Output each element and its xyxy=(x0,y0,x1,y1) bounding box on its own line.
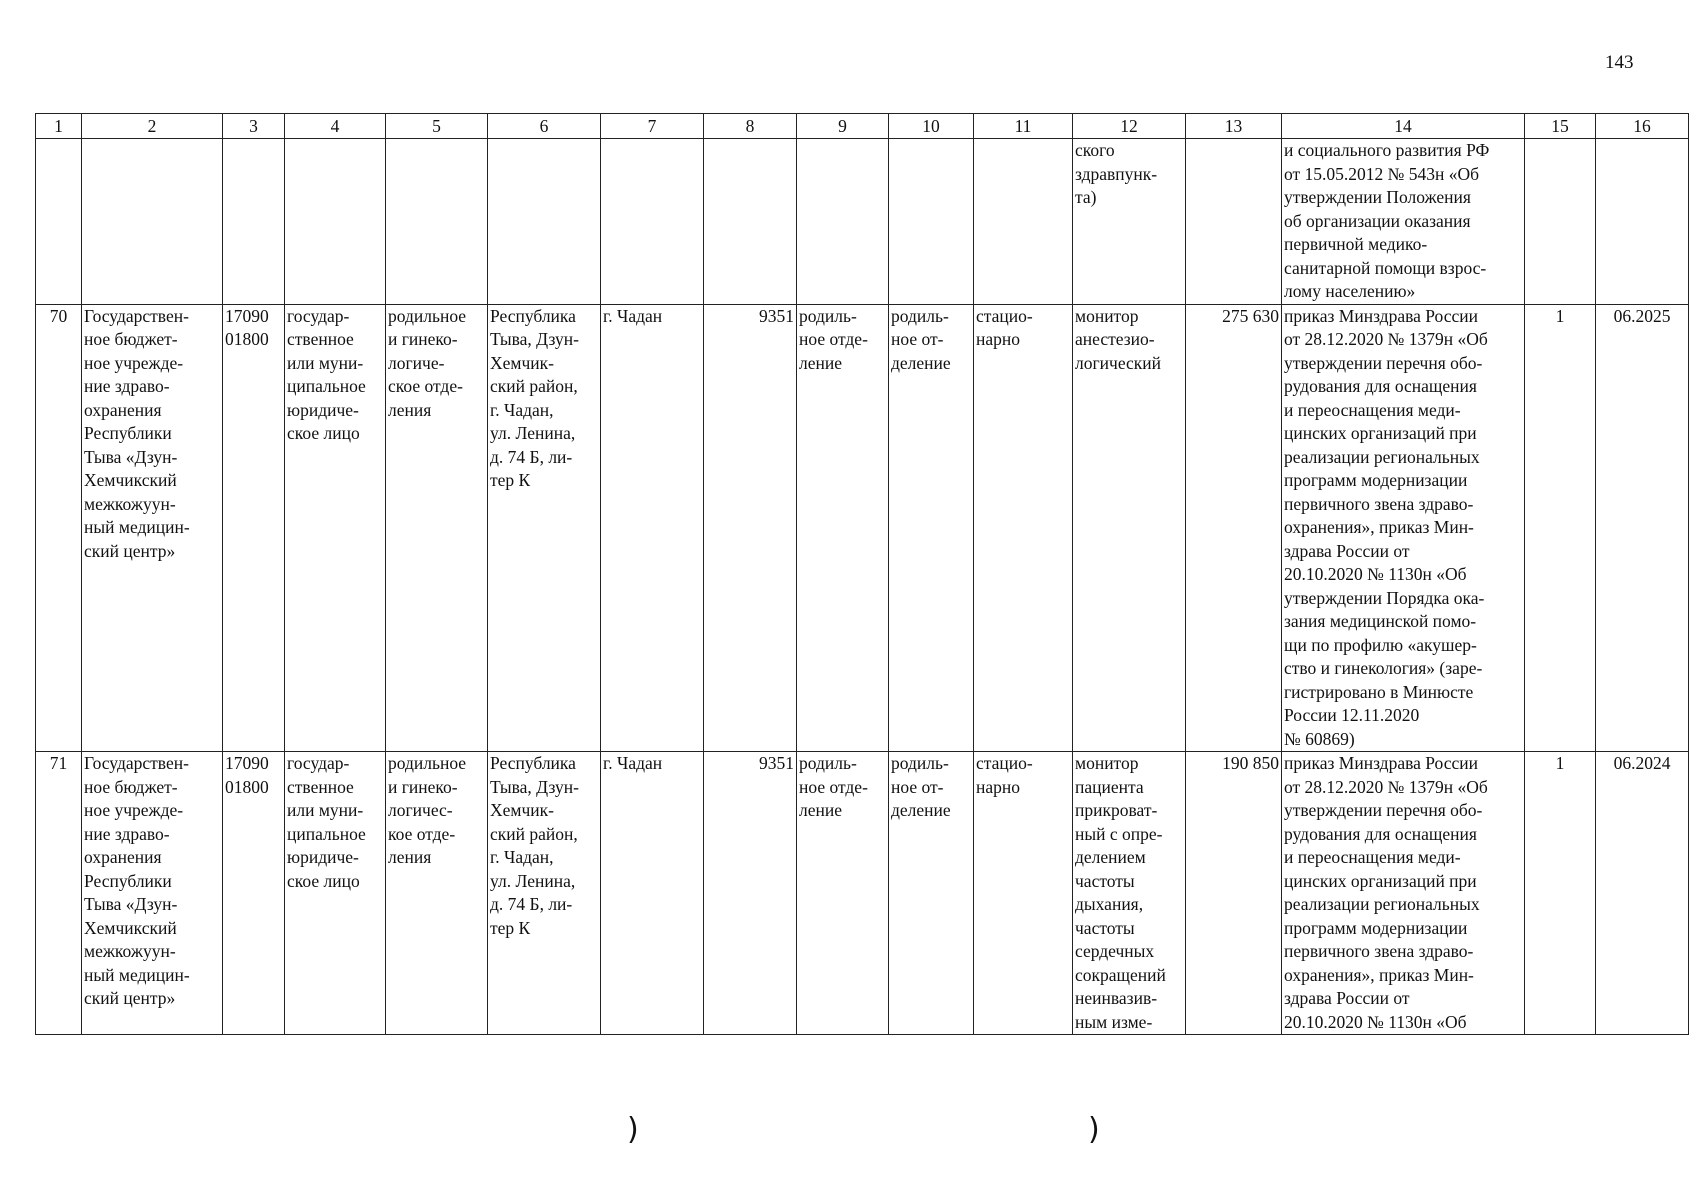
equipment-cost: 275 630 xyxy=(1186,304,1282,752)
column-number: 14 xyxy=(1282,114,1525,139)
table-row xyxy=(36,752,1689,1035)
address: Республика Тыва, Дзун- Хемчик- ский район, г. Чадан, ул. Ленина, д. 74 Б, ли- тер К xyxy=(488,304,601,752)
page-number: 143 xyxy=(1605,52,1634,73)
column-number: 9 xyxy=(797,114,889,139)
row-number: 70 xyxy=(36,304,82,752)
quantity: 1 xyxy=(1525,304,1596,752)
legal-basis: приказ Минздрава России от 28.12.2020 № 1379н «Об утверждении перечня обо- рудования для оснащения и переоснащения меди- цинских организаций при реализации региональных программ модернизации первичного звена здраво- охранения», приказ Мин- здрава России от 20.10.2020 № 1130н «Об утверждении Порядка ока- зания медицинской помо- щи по профилю «акушер- ство и гинекология» (заре- гистрировано в Минюсте России 12.11.2020 № 60869) xyxy=(1282,304,1525,752)
address: Республика Тыва, Дзун- Хемчик- ский район, г. Чадан, ул. Ленина, д. 74 Б, ли- тер К xyxy=(488,752,601,1035)
column-number: 6 xyxy=(488,114,601,139)
delivery-date: 06.2024 xyxy=(1596,752,1689,1035)
division: родильное и гинеко- логиче- ское отде- ления xyxy=(386,304,488,752)
scan-margin-mark: ) xyxy=(1088,1112,1100,1147)
equipment-name: монитор анестезио- логический xyxy=(1073,304,1186,752)
column-number: 12 xyxy=(1073,114,1186,139)
city: г. Чадан xyxy=(601,304,704,752)
subunit: родиль- ное от- деление xyxy=(889,304,974,752)
legal-form: государ- ственное или муни- ципальное юридиче- ское лицо xyxy=(285,304,386,752)
organization-name: Государствен- ное бюджет- ное учрежде- ние здраво- охранения Республики Тыва «Дзун- Хемчикский межкожуун- ный медицин- ский центр» xyxy=(82,752,223,1035)
scan-margin-mark: ) xyxy=(627,1112,639,1147)
organization-code: 17090 01800 xyxy=(223,752,285,1035)
column-8-value: 9351 xyxy=(704,304,797,752)
equipment-cost: 190 850 xyxy=(1186,752,1282,1035)
column-number: 13 xyxy=(1186,114,1282,139)
legal-basis: приказ Минздрава России от 28.12.2020 № 1379н «Об утверждении перечня обо- рудования для оснащения и переоснащения меди- цинских организаций при реализации региональных программ модернизации первичного звена здраво- охранения», приказ Мин- здрава России от 20.10.2020 № 1130н «Об xyxy=(1282,752,1525,1035)
organization-name: Государствен- ное бюджет- ное учрежде- ние здраво- охранения Республики Тыва «Дзун- Хемчикский межкожуун- ный медицин- ский центр» xyxy=(82,304,223,752)
unit: родиль- ное отде- ление xyxy=(797,752,889,1035)
row-number: 71 xyxy=(36,752,82,1035)
column-number: 11 xyxy=(974,114,1073,139)
delivery-date: 06.2025 xyxy=(1596,304,1689,752)
column-number: 4 xyxy=(285,114,386,139)
equipment-register-table xyxy=(35,113,1689,1035)
quantity: 1 xyxy=(1525,752,1596,1035)
column-number-row xyxy=(36,114,1689,139)
table-row xyxy=(36,304,1689,752)
legal-form: государ- ственное или муни- ципальное юридиче- ское лицо xyxy=(285,752,386,1035)
continued-equipment-text: ского здравпунк- та) xyxy=(1073,139,1186,305)
continued-basis-text: и социального развития РФ от 15.05.2012 № 543н «Об утверждении Положения об организации оказания первичной медико- санитарной помощи взрос- лому населению» xyxy=(1282,139,1525,305)
column-number: 3 xyxy=(223,114,285,139)
equipment-name: монитор пациента прикроват- ный с опре- делением частоты дыхания, частоты сердечных сокращений неинвазив- ным изме- xyxy=(1073,752,1186,1035)
column-number: 1 xyxy=(36,114,82,139)
column-number: 5 xyxy=(386,114,488,139)
column-number: 7 xyxy=(601,114,704,139)
care-condition: стацио- нарно xyxy=(974,752,1073,1035)
city: г. Чадан xyxy=(601,752,704,1035)
care-condition: стацио- нарно xyxy=(974,304,1073,752)
column-number: 15 xyxy=(1525,114,1596,139)
continuation-row xyxy=(36,139,1689,305)
organization-code: 17090 01800 xyxy=(223,304,285,752)
column-number: 10 xyxy=(889,114,974,139)
subunit: родиль- ное от- деление xyxy=(889,752,974,1035)
column-number: 2 xyxy=(82,114,223,139)
unit: родиль- ное отде- ление xyxy=(797,304,889,752)
column-number: 8 xyxy=(704,114,797,139)
column-number: 16 xyxy=(1596,114,1689,139)
column-8-value: 9351 xyxy=(704,752,797,1035)
division: родильное и гинеко- логичес- кое отде- ления xyxy=(386,752,488,1035)
